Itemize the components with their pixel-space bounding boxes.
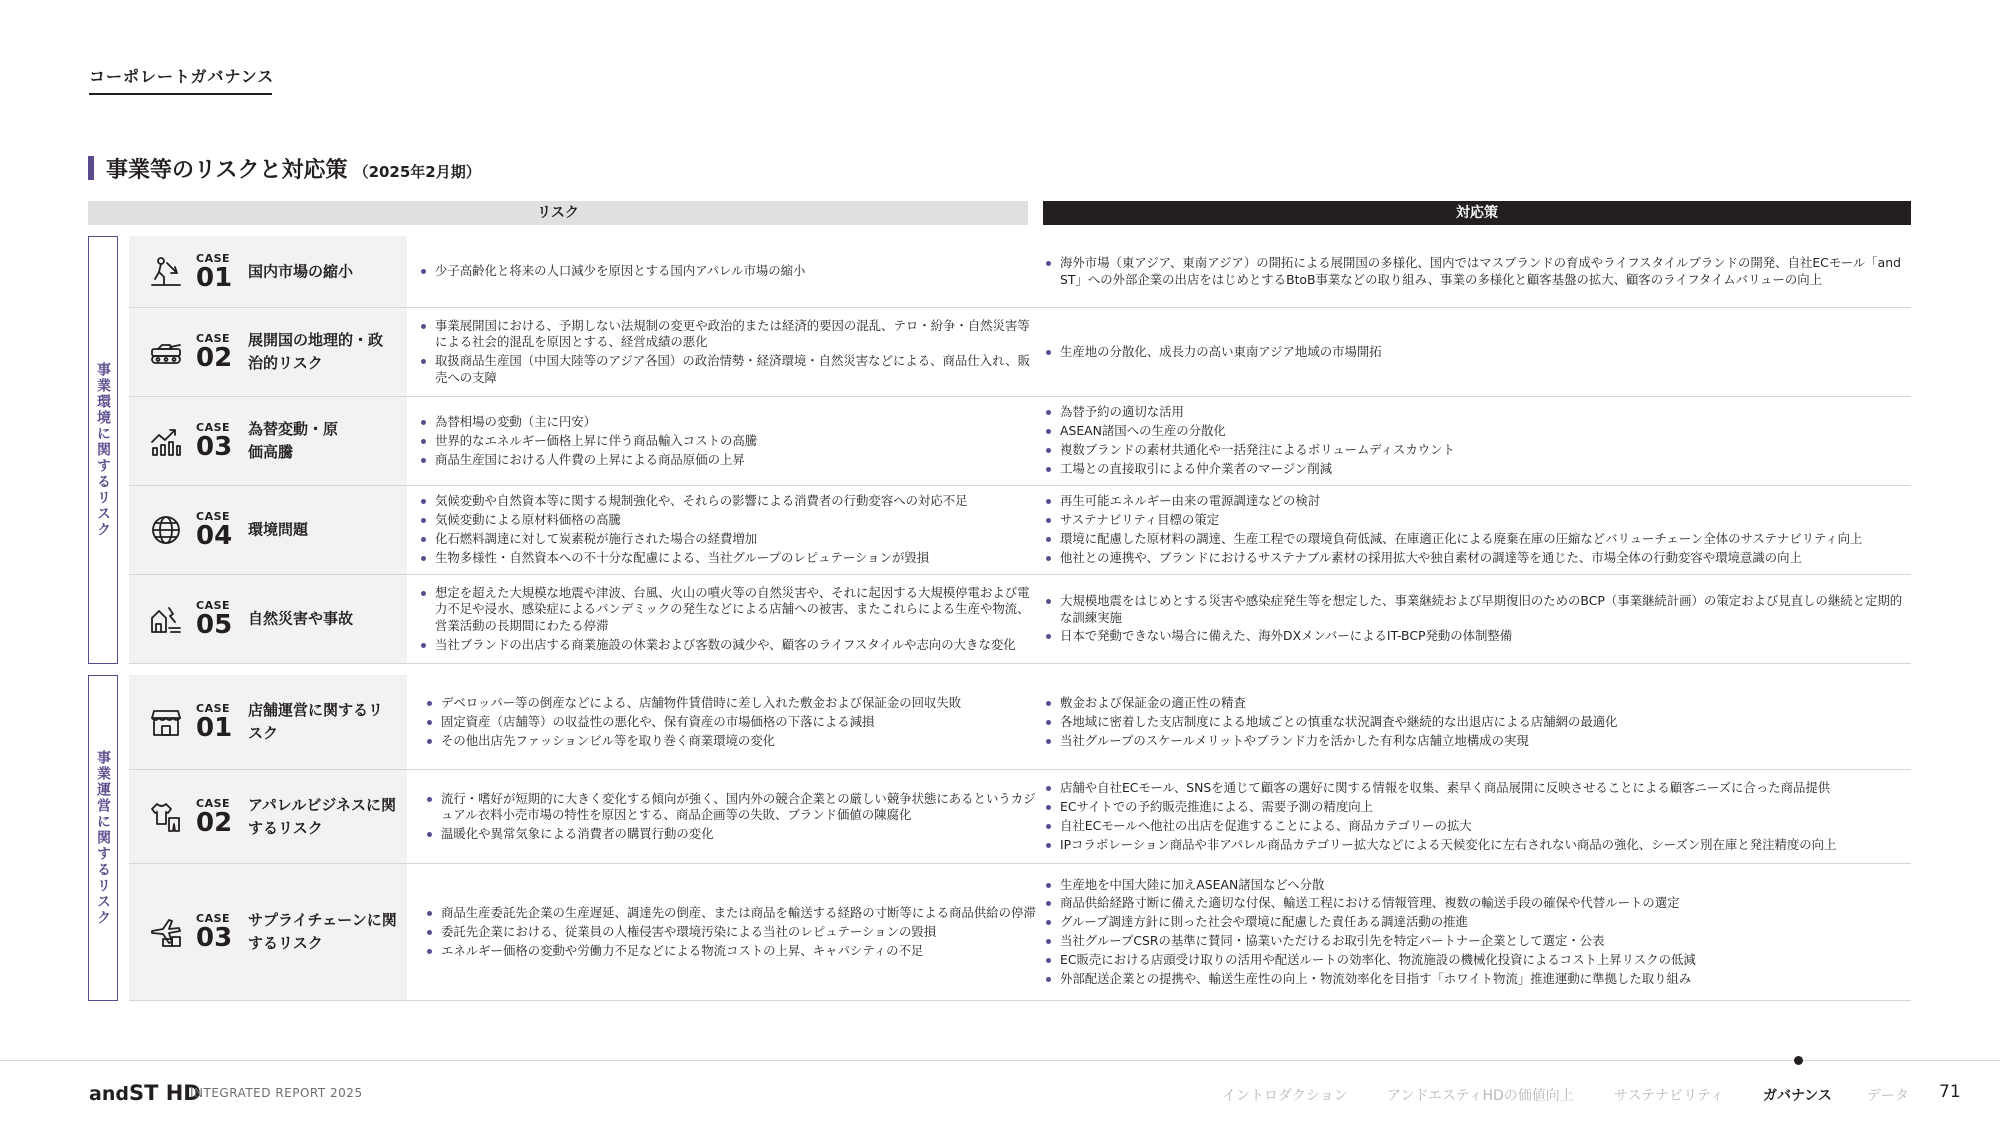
risk-list: [419, 315, 1035, 388]
risk-list: [419, 491, 1035, 569]
list-item: 世界的なエネルギー価格上昇に伴う商品輸入コストの高騰: [419, 433, 1035, 450]
list-item: 日本で発動できない場合に備えた、海外DXメンバーによるIT-BCP発動の体制整備: [1044, 628, 1911, 645]
risk-row: [129, 675, 1911, 770]
list-item: グループ調達方針に則った社会や環境に配慮した責任ある調達活動の推進: [1044, 914, 1911, 931]
risk-cell: [419, 236, 1035, 307]
list-item: エネルギー価格の変動や労働力不足などによる物流コストの上昇、キャパシティの不足: [425, 943, 1037, 960]
case-cell: [129, 675, 407, 769]
list-item: 敷金および保証金の適正性の精査: [1044, 695, 1911, 712]
response-column-header: 対応策: [1043, 201, 1911, 225]
list-item: 流行・嗜好が短期的に大きく変化する傾向が強く、国内外の競合企業との厳しい競争状態にあるというカジュアル衣料小売市場の特性を原因とする、商品企画等の失敗、ブランド価値の陳腐化: [425, 791, 1037, 824]
list-item: 海外市場（東アジア、東南アジア）の開拓による展開国の多様化、国内ではマスブランドの育成やライフスタイルブランドの開発、自社ECモール「and ST」への外部企業の出店をはじめとするBtoB事業などの取り組み、事業の多様化と顧客基盤の拡大、顧客のライフタイムバリューの向上: [1044, 255, 1911, 288]
group-box-operations: [88, 675, 118, 1001]
disaster-icon: [149, 602, 183, 636]
list-item: 生産地の分散化、成長力の高い東南アジア地域の市場開拓: [1044, 344, 1911, 361]
case-cell: [129, 486, 407, 574]
nav-value-creation[interactable]: アンドエスティHDの価値向上: [1387, 1088, 1574, 1104]
list-item: 為替相場の変動（主に円安）: [419, 414, 1035, 431]
response-list: [1044, 491, 1911, 569]
case-cell: [129, 236, 407, 307]
risk-cell: [425, 864, 1037, 1000]
case-number: 02: [196, 343, 233, 373]
apparel-icon: [149, 800, 183, 834]
nav-data[interactable]: データ: [1867, 1088, 1909, 1104]
footer-divider: [0, 1060, 2000, 1061]
case-title: 国内市場の縮小: [248, 262, 354, 280]
case-number: 03: [196, 923, 233, 953]
response-list: [1044, 341, 1911, 362]
list-item: 他社との連携や、ブランドにおけるサステナブル素材の採用拡大や独自素材の調達等を通じた、市場全体の行動変容や環境意識の向上: [1044, 550, 1911, 567]
response-cell: [1043, 575, 1911, 663]
case-title: アパレルビジネスに関するリスク: [248, 795, 396, 837]
list-item: 自社ECモールへ他社の出店を促進することによる、商品カテゴリーの拡大: [1044, 818, 1911, 835]
logo-main: ST HD: [128, 1081, 201, 1105]
current-section-indicator: [1794, 1056, 1803, 1065]
page-title-sub: （2025年2月期）: [353, 163, 481, 181]
list-item: 商品生産国における人件費の上昇による商品原価の上昇: [419, 452, 1035, 469]
case-number: 01: [196, 713, 233, 743]
case-number: 05: [196, 610, 233, 640]
risk-row: [129, 575, 1911, 664]
section-underline: [89, 93, 272, 95]
list-item: 固定資産（店舗等）の収益性の悪化や、保有資産の市場価格の下落による減損: [425, 714, 1041, 731]
case-title: 店舗運営に関するリスク: [248, 701, 384, 742]
risk-row: [129, 308, 1911, 397]
nav-governance[interactable]: ガバナンス: [1763, 1088, 1832, 1104]
list-item: その他出店先ファッションビル等を取り巻く商業環境の変化: [425, 733, 1041, 750]
risk-list: [419, 411, 1035, 470]
case-tag: CASE: [196, 796, 231, 810]
list-item: 商品供給経路寸断に備えた適切な付保、輸送工程における情報管理、複数の輸送手段の確保や代替ルートの選定: [1044, 895, 1911, 912]
list-item: ECサイトでの予約販売推進による、需要予測の精度向上: [1044, 799, 1911, 816]
risk-list: [419, 261, 1035, 282]
list-item: 気候変動による原材料価格の高騰: [419, 512, 1035, 529]
risk-cell: [425, 675, 1041, 769]
list-item: 事業展開国における、予期しない法規制の変更や政治的または経済的要因の混乱、テロ・紛争・自然災害等による社会的混乱を原因とする、経営成績の悪化: [419, 318, 1035, 351]
response-cell: [1043, 770, 1911, 863]
response-cell: [1043, 486, 1911, 574]
risk-list: [425, 902, 1037, 961]
case-number: 01: [196, 262, 233, 293]
case-cell: [129, 397, 407, 485]
case-tag: CASE: [196, 510, 231, 523]
risk-cell: [419, 397, 1035, 485]
exchange-rate-chart-icon: [149, 424, 183, 458]
shrinking-market-icon: [149, 255, 183, 289]
response-list: [1044, 591, 1911, 648]
globe-icon: [149, 513, 183, 547]
list-item: 大規模地震をはじめとする災害や感染症発生等を想定した、事業継続および早期復旧のためのBCP（事業継続計画）の策定および見直しの継続と定期的な訓練実施: [1044, 593, 1911, 626]
company-logo: [89, 1081, 201, 1105]
response-cell: [1043, 397, 1911, 485]
risk-row: [129, 486, 1911, 575]
case-tag: CASE: [196, 599, 231, 612]
report-name: INTEGRATED REPORT 2025: [190, 1086, 363, 1100]
list-item: 外部配送企業との提携や、輸送生産性の向上・物流効率化を目指す「ホワイト物流」推進運動に準拠した取り組み: [1044, 971, 1911, 988]
store-icon: [149, 705, 183, 739]
group-box-environment: [88, 236, 118, 664]
risk-cell: [425, 770, 1037, 863]
list-item: 当社グループCSRの基準に賛同・協業いただけるお取引先を特定パートナー企業として選定・公表: [1044, 933, 1911, 950]
list-item: 複数ブランドの素材共通化や一括発注によるボリュームディスカウント: [1044, 442, 1911, 459]
group-label: 事業運営に関するリスク: [95, 750, 111, 926]
list-item: 化石燃料調達に対して炭素税が施行された場合の経費増加: [419, 531, 1035, 548]
risk-list: [425, 788, 1037, 845]
logo-prefix: and: [89, 1083, 129, 1105]
case-tag: CASE: [196, 332, 231, 345]
case-title: 為替変動・原価高騰: [248, 420, 339, 461]
supply-chain-icon: [149, 915, 183, 949]
response-cell: [1043, 236, 1911, 307]
risk-cell: [419, 308, 1035, 396]
list-item: EC販売における店頭受け取りの活用や配送ルートの効率化、物流施設の機械化投資によるコスト上昇リスクの低減: [1044, 952, 1911, 969]
list-item: ASEAN諸国への生産の分散化: [1044, 423, 1911, 440]
response-list: [1044, 253, 1911, 291]
list-item: 工場との直接取引による仲介業者のマージン削減: [1044, 461, 1911, 478]
list-item: 再生可能エネルギー由来の電源調達などの検討: [1044, 493, 1911, 510]
list-item: 取扱商品生産国（中国大陸等のアジア各国）の政治情勢・経済環境・自然災害などによる、商品仕入れ、販売への支障: [419, 353, 1035, 386]
list-item: 想定を超えた大規模な地震や津波、台風、火山の噴火等の自然災害や、それに起因する大規模停電および電力不足や浸水、感染症によるパンデミックの発生などによる店舗への被害、またこれらによる生産や物流、営業活動の長期間にわたる停滞: [419, 585, 1035, 635]
list-item: 気候変動や自然資本等に関する規制強化や、それらの影響による消費者の行動変容への対応不足: [419, 493, 1035, 510]
risk-row: [129, 770, 1911, 864]
response-cell: [1043, 308, 1911, 396]
list-item: 少子高齢化と将来の人口減少を原因とする国内アパレル市場の縮小: [419, 263, 1035, 280]
risk-row: [129, 397, 1911, 486]
response-list: [1044, 692, 1911, 751]
response-list: [1044, 874, 1911, 990]
risk-column-header: リスク: [88, 201, 1028, 225]
case-cell: [129, 575, 407, 663]
case-cell: [129, 864, 407, 1000]
title-accent-bar: [88, 156, 94, 180]
nav-sustainability[interactable]: サステナビリティ: [1614, 1088, 1724, 1104]
case-tag: CASE: [196, 702, 231, 715]
group-label: 事業環境に関するリスク: [95, 362, 111, 538]
case-title: 自然災害や事故: [248, 609, 354, 628]
list-item: IPコラボレーション商品や非アパレル商品カテゴリー拡大などによる天候変化に左右されない商品の強化、シーズン別在庫と発注精度の向上: [1044, 837, 1911, 854]
list-item: 店舗や自社ECモール、SNSを通じて顧客の選好に関する情報を収集、素早く商品展開に反映させることによる顧客ニーズに合った商品提供: [1044, 780, 1911, 797]
risk-list: [425, 692, 1041, 751]
case-title: 展開国の地理的・政治的リスク: [248, 331, 384, 372]
list-item: 生産地を中国大陸に加えASEAN諸国などへ分散: [1044, 877, 1911, 894]
case-tag: CASE: [196, 912, 231, 925]
list-item: デベロッパー等の倒産などによる、店舗物件賃借時に差し入れた敷金および保証金の回収失敗: [425, 695, 1041, 712]
section-label: コーポレートガバナンス: [89, 67, 275, 86]
list-item: サステナビリティ目標の策定: [1044, 512, 1911, 529]
list-item: 当社ブランドの出店する商業施設の休業および客数の減少や、顧客のライフスタイルや志向の大きな変化: [419, 637, 1035, 654]
list-item: 為替予約の適切な活用: [1044, 404, 1911, 421]
case-number: 04: [196, 521, 233, 551]
risk-row: [129, 236, 1911, 308]
case-title: 環境問題: [248, 520, 309, 539]
response-cell: [1043, 675, 1911, 769]
case-tag: CASE: [196, 251, 231, 265]
list-item: 温暖化や異常気象による消費者の購買行動の変化: [425, 826, 1037, 843]
list-item: 委託先企業における、従業員の人権侵害や環境汚染による当社のレピュテーションの毀損: [425, 924, 1037, 941]
page-title: [106, 153, 481, 184]
case-number: 03: [196, 432, 233, 462]
risk-list: [419, 582, 1035, 655]
response-cell: [1043, 864, 1911, 1000]
list-item: 各地域に密着した支店制度による地域ごとの慎重な状況調査や継続的な出退店による店舗網の最適化: [1044, 714, 1911, 731]
case-cell: [129, 308, 407, 396]
risk-row: [129, 864, 1911, 1001]
risk-cell: [419, 486, 1035, 574]
response-list: [1044, 402, 1911, 480]
list-item: 環境に配慮した原材料の調達、生産工程での環境負荷低減、在庫適正化による廃棄在庫の圧縮などバリューチェーン全体のサステナビリティ向上: [1044, 531, 1911, 548]
risk-cell: [419, 575, 1035, 663]
nav-introduction[interactable]: イントロダクション: [1222, 1088, 1348, 1104]
list-item: 商品生産委託先企業の生産遅延、調達先の倒産、または商品を輸送する経路の寸断等による商品供給の停滞: [425, 905, 1037, 922]
case-number: 02: [196, 807, 233, 838]
tank-icon: [149, 335, 183, 369]
list-item: 当社グループのスケールメリットやブランド力を活かした有利な店舗立地構成の実現: [1044, 733, 1911, 750]
page-title-main: 事業等のリスクと対応策: [106, 158, 348, 183]
case-title: サプライチェーンに関するリスク: [248, 911, 397, 952]
page-number: 71: [1939, 1082, 1961, 1102]
case-cell: [129, 770, 407, 863]
response-list: [1044, 778, 1911, 856]
case-tag: CASE: [196, 421, 231, 434]
list-item: 生物多様性・自然資本への不十分な配慮による、当社グループのレピュテーションが毀損: [419, 550, 1035, 567]
